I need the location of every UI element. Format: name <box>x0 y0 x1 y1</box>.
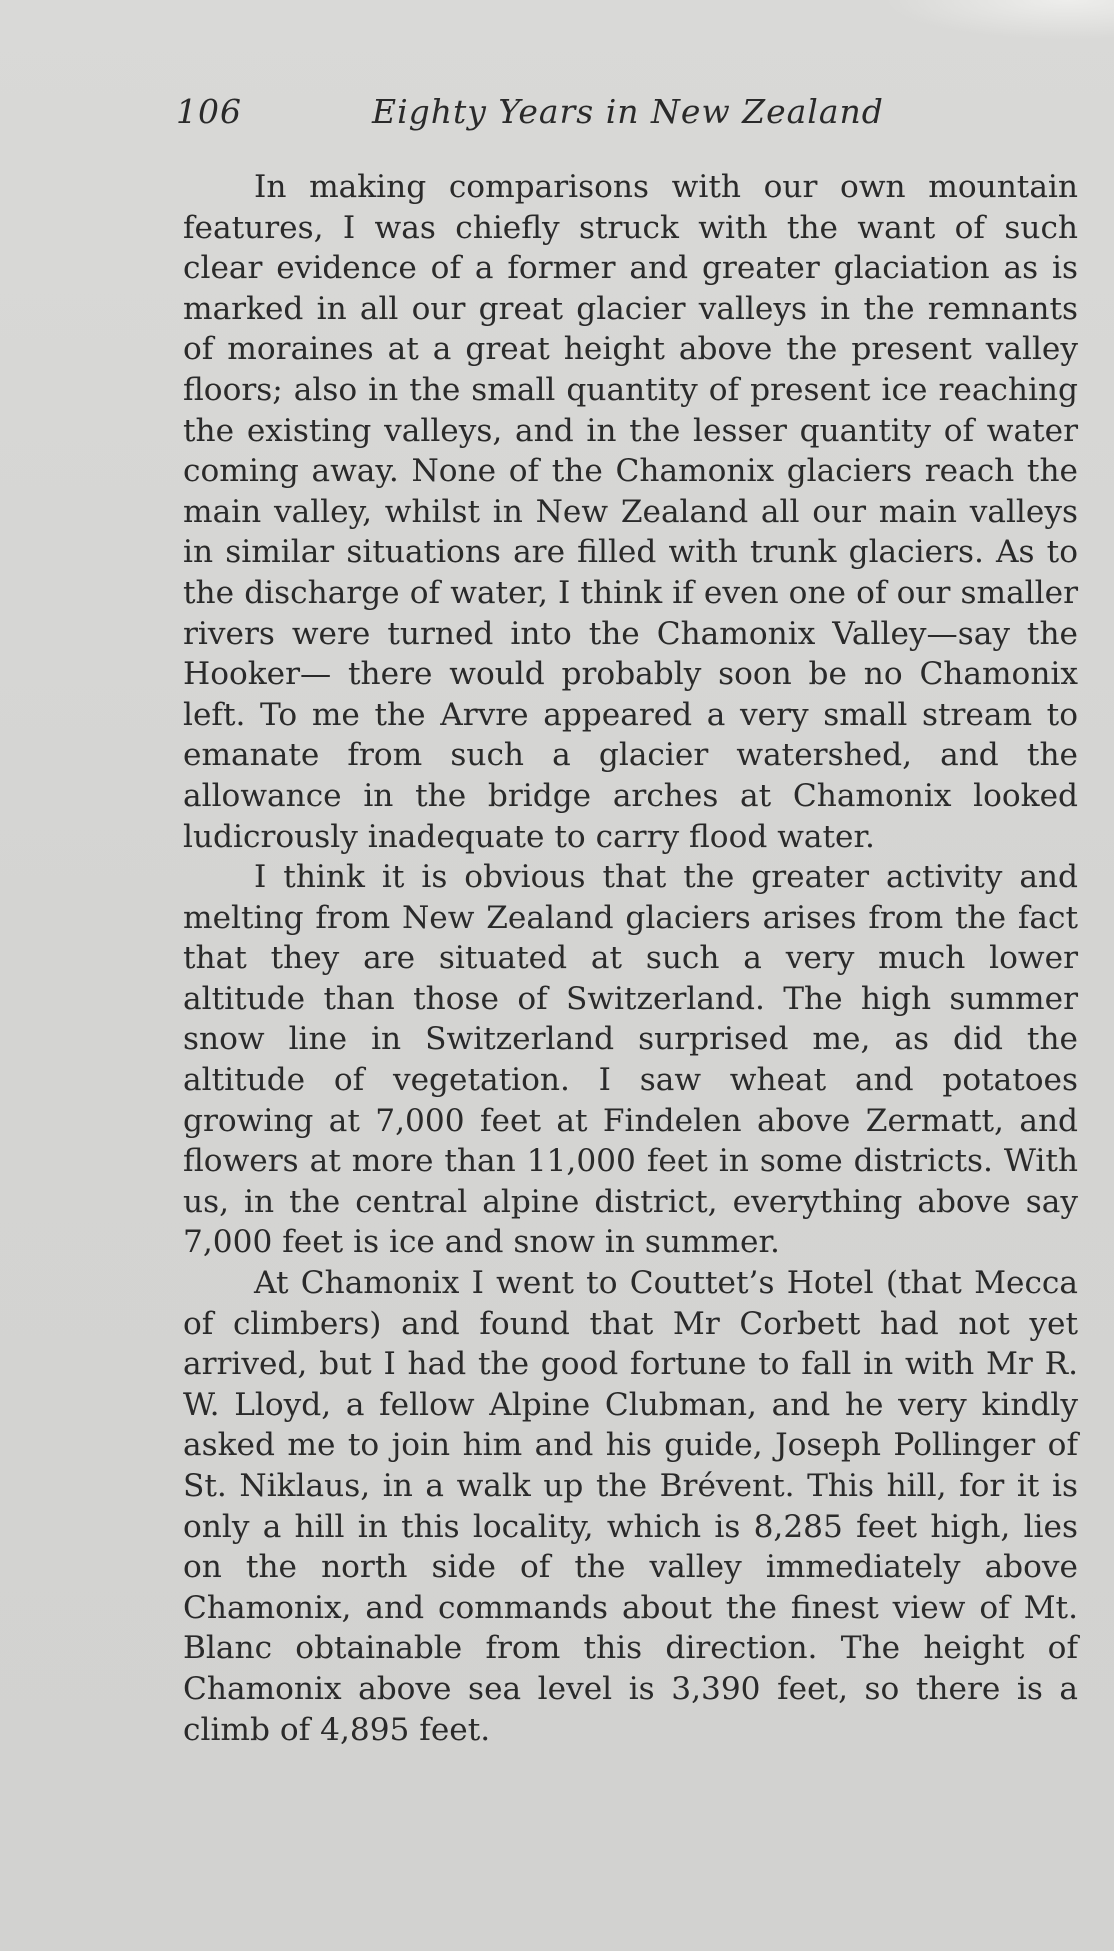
running-header <box>176 92 884 138</box>
running-title: Eighty Years in New Zealand <box>372 92 884 131</box>
page-corner-wear <box>884 0 1114 40</box>
paragraph-1: In making comparisons with our own mountain features, I was chiefly struck with the want of such clear evidence of a former and greater glaciation as is marked in all our great glacier valleys in the remnants of moraines at a great height above the present valley floors; also in the small quantity of present ice reaching the existing valleys, and in the lesser quantity of water coming away. None of the Chamonix glaciers reach the main valley, whilst in New Zealand all our main valleys in similar situations are filled with trunk glaciers. As to the discharge of water, I think if even one of our smaller rivers were turned into the Chamonix Valley—say the Hooker— there would probably soon be no Chamonix left. To me the Arvre appeared a very small stream to emanate from such a glacier watershed, and the allowance in the bridge arches at Chamonix looked ludicrously inadequate to carry flood water. <box>183 169 1078 855</box>
paragraph-2: I think it is obvious that the greater activity and melting from New Zealand glaciers arises from the fact that they are situated at such a very much lower altitude than those of Switzerland. The high summer snow line in Switzerland surprised me, as did the altitude of vegetation. I saw wheat and potatoes growing at 7,000 feet at Findelen above Zermatt, and flowers at more than 11,000 feet in some districts. With us, in the central alpine district, everything above say 7,000 feet is ice and snow in summer. <box>183 859 1078 1261</box>
body-text <box>183 167 1078 1750</box>
page-number: 106 <box>176 92 242 131</box>
paragraph-3: At Chamonix I went to Couttet’s Hotel (that Mecca of climbers) and found that Mr Corbett had not yet arrived, but I had the good fortune to fall in with Mr R. W. Lloyd, a fellow Alpine Clubman, and he very kindly asked me to join him and his guide, Joseph Pollinger of St. Niklaus, in a walk up the Brévent. This hill, for it is only a hill in this locality, which is 8,285 feet high, lies on the north side of the valley immediately above Chamonix, and commands about the finest view of Mt. Blanc obtainable from this direction. The height of Chamonix above sea level is 3,390 feet, so there is a climb of 4,895 feet. <box>183 1265 1078 1748</box>
